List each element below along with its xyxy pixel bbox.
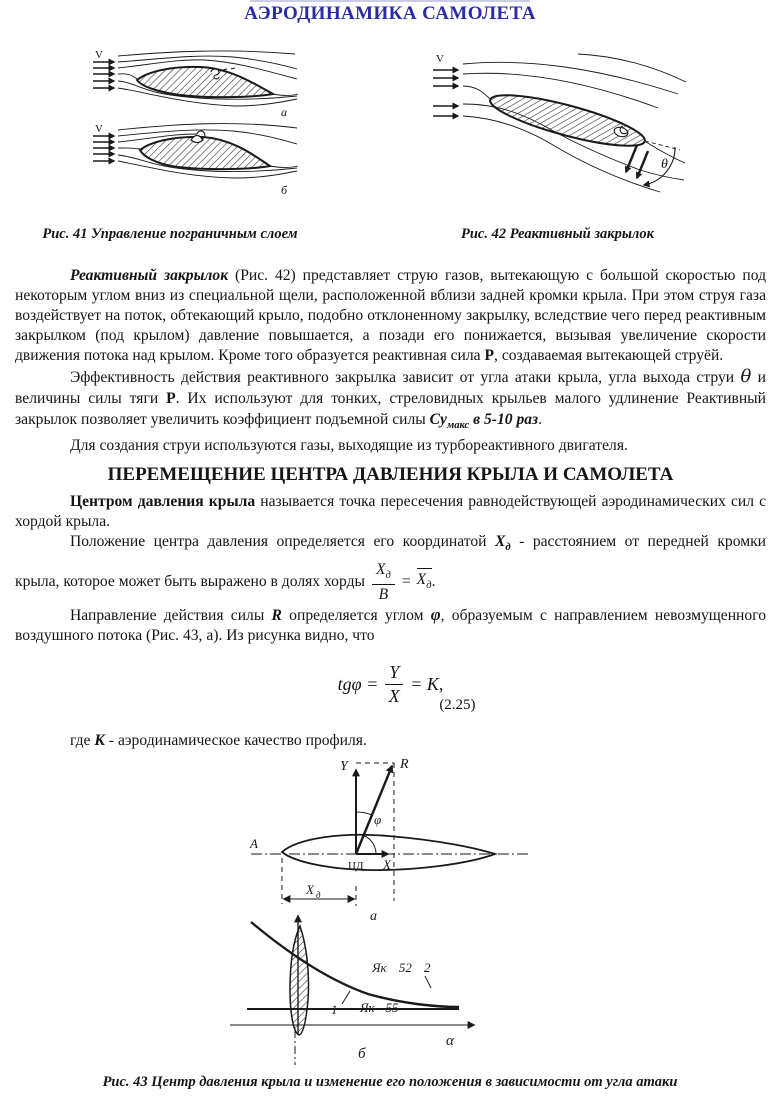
velocity-label: V <box>95 123 103 135</box>
projection-dashes <box>356 763 394 901</box>
term-center-of-pressure: Центром давления крыла <box>70 493 256 511</box>
paragraph-gas-source: Для создания струи используются газы, выходящие из турбореактивного двигателя. <box>70 437 628 455</box>
label-1: 1 <box>331 1002 338 1017</box>
phi-symbol: φ <box>430 605 441 625</box>
equation-2-25: tgφ = $\frac{Y}{X}$ = K, (2.25) <box>337 662 476 714</box>
label-Y: Y <box>340 759 348 774</box>
scan-artifact-line <box>250 0 530 2</box>
theta-angle-label: θ <box>661 157 668 172</box>
figure-41-boundary-layer-drawing <box>85 44 300 204</box>
sub-figure-a-label: а <box>370 909 377 924</box>
streamline <box>118 74 137 79</box>
fraction-y-over-x: $\frac{Y}{X}$ <box>385 662 403 706</box>
streamline <box>578 54 686 82</box>
streamline <box>118 148 140 149</box>
label-xd: Х <box>306 882 314 897</box>
section-heading: ПЕРЕМЕЩЕНИЕ ЦЕНТРА ДАВЛЕНИЯ КРЫЛА И САМОЛЕТА <box>107 464 674 486</box>
fraction-xd-over-b: $\frac{Х_д}{В}$ <box>372 561 395 603</box>
paragraph-aerodynamic-quality: где К - аэродинамическое качество профиля. <box>70 732 367 750</box>
resultant-vector-R <box>356 766 392 854</box>
phi-arc <box>356 812 372 815</box>
paragraph-force-direction: Направление действия силы R определяется углом φ, образуемым с направлением невозмущенного воздушного потока (Рис. 43, а). Из рисунка видно, что <box>15 605 766 645</box>
paragraph-coordinate-line2: крыла, которое может быть выражено в долях хорды $\frac{Х_д}{В}$ = $Х_д$ . <box>15 561 436 603</box>
page-title: АЭРОДИНАМИКА САМОЛЕТА <box>244 3 536 24</box>
figure-43-center-of-pressure-drawing <box>228 748 548 1073</box>
theta-symbol: θ <box>740 366 752 387</box>
label-yak52: Як 52 <box>372 960 412 975</box>
xd-relative-overline: $Х_д$ <box>417 568 432 596</box>
streamline <box>118 51 295 56</box>
streamline <box>463 86 490 99</box>
sub-figure-b-label: б <box>358 1046 366 1062</box>
label-cd: ЦД <box>348 860 364 872</box>
velocity-label: V <box>95 49 103 61</box>
phi-arc-small <box>364 836 376 855</box>
figure-43-caption: Рис. 43 Центр давления крыла и изменение его положения в зависимости от угла атаки <box>102 1074 678 1090</box>
paragraph-center-of-pressure: Центром давления крыла называется точка пересечения равнодействующей аэродинамических сил с хордой крыла. <box>15 493 766 531</box>
theta-arc <box>644 147 675 185</box>
sub-figure-b-label: б <box>281 183 288 197</box>
figure-41-caption: Рис. 41 Управление пограничным слоем <box>42 226 298 242</box>
callout-1 <box>342 991 350 1004</box>
streamline <box>463 62 678 94</box>
airfoil-profile <box>486 85 648 155</box>
label-2: 2 <box>424 960 431 975</box>
body-text <box>15 266 766 751</box>
vortex-trail <box>223 68 235 70</box>
label-xd-sub: д <box>316 890 321 900</box>
callout-2 <box>425 976 431 988</box>
label-R: R <box>400 757 409 772</box>
jet-arrow <box>637 151 648 178</box>
label-phi: φ <box>374 812 382 827</box>
paragraph-jet-flap: Реактивный закрылок (Рис. 42) представляет струю газов, вытекающую с большой скоростью под некоторым углом вниз из специальной щели, расположенной вблизи задней кромки крыла. При этом струя газа воздействует на поток, обтекающий крыло, подобно отклоненному закрылку, вследствие чего перед реактивным закрылком (под крылом) давление повышается, а позади его понижается, вызывая увеличение скорости движения потока над крылом. Кроме того образуется реактивная сила Р, создаваемая вытекающей струёй. <box>15 267 766 364</box>
streamline <box>270 166 298 168</box>
label-A: А <box>250 836 258 851</box>
streamline <box>273 94 298 96</box>
airfoil-profile <box>140 137 270 169</box>
term-jet-flap: Реактивный закрылок <box>70 267 229 284</box>
label-yak55: Як - 55 <box>360 1000 399 1015</box>
label-alpha: α <box>446 1033 454 1049</box>
streamline <box>118 124 297 130</box>
paragraph-jet-flap-effect: Эффективность действия реактивного закрылка зависит от угла атаки крыла, угла выхода струи θ и величины силы тяги Р. Их используют для тонких, стреловидных крыльев малого удлинение Реактивный закрылок позволяет увеличить коэффициент подъемной силы $Су_{макс}$ в 5-10 раз. <box>15 366 766 432</box>
figure-42-caption: Рис. 42 Реактивный закрылок <box>461 226 654 242</box>
vertical-airfoil-hatched <box>290 926 309 1035</box>
sub-figure-a-label: а <box>281 105 287 119</box>
figure-42-jet-flap-drawing <box>428 46 693 206</box>
equation-number: (2.25) <box>439 697 476 714</box>
velocity-label: V <box>436 53 444 65</box>
label-X: Х <box>383 857 391 872</box>
paragraph-coordinate-line1: Положение центра давления определяется его координатой $Х_д$ - расстоянием от передней кромки <box>70 533 766 554</box>
